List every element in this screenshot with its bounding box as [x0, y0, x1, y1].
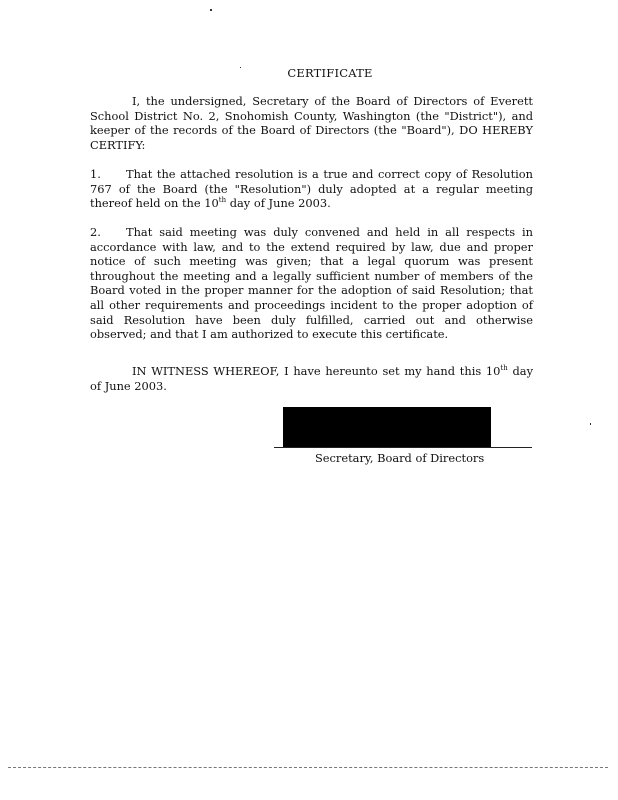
witness-text-end: day of June 2003.: [90, 364, 533, 393]
signature-caption: Secretary, Board of Directors: [315, 451, 485, 465]
certification-item-2: [90, 225, 533, 342]
scan-footer-line: [8, 767, 608, 769]
item-1-text: That the attached resolution is a true and correct copy of Resolution 767 of the Board (the "Resolution") duly adopted at a regular meeting thereof held on the 10: [90, 167, 533, 211]
item-number: 2.: [90, 225, 101, 239]
certification-item-1: [90, 167, 533, 211]
witness-text: IN WITNESS WHEREOF, I have hereunto set my hand this 10: [132, 364, 501, 378]
item-1-text-end: day of June 2003.: [226, 196, 331, 211]
item-number: 1.: [90, 167, 101, 181]
signature-line: [274, 447, 532, 448]
ordinal-suffix: th: [218, 196, 227, 205]
scan-speck: [590, 423, 591, 425]
scan-speck: [210, 9, 212, 11]
ordinal-suffix: th: [500, 364, 508, 373]
item-2-text: That said meeting was duly convened and held in all respects in accordance with law, and to the extend required by law, due and proper notice of such meeting was given; that a legal quorum was present throughout the meeting and a legally sufficient number of members of the Board voted in the proper manner for the adoption of said Resolution; that all other requirements and proceedings incident to the proper adoption of said Resolution have been duly fulfilled, carried out and otherwise observed; and that I am authorized to execute this certificate.: [90, 225, 533, 342]
witness-paragraph: [90, 364, 533, 393]
redacted-signature: [283, 407, 491, 447]
intro-paragraph: I, the undersigned, Secretary of the Board of Directors of Everett School District No. 2, Snohomish County, Washington (the "District"), and keeper of the records of the Board of Directors (the "Board"), DO HEREBY CERTIFY:: [90, 94, 533, 152]
document-title: CERTIFICATE: [287, 66, 373, 80]
